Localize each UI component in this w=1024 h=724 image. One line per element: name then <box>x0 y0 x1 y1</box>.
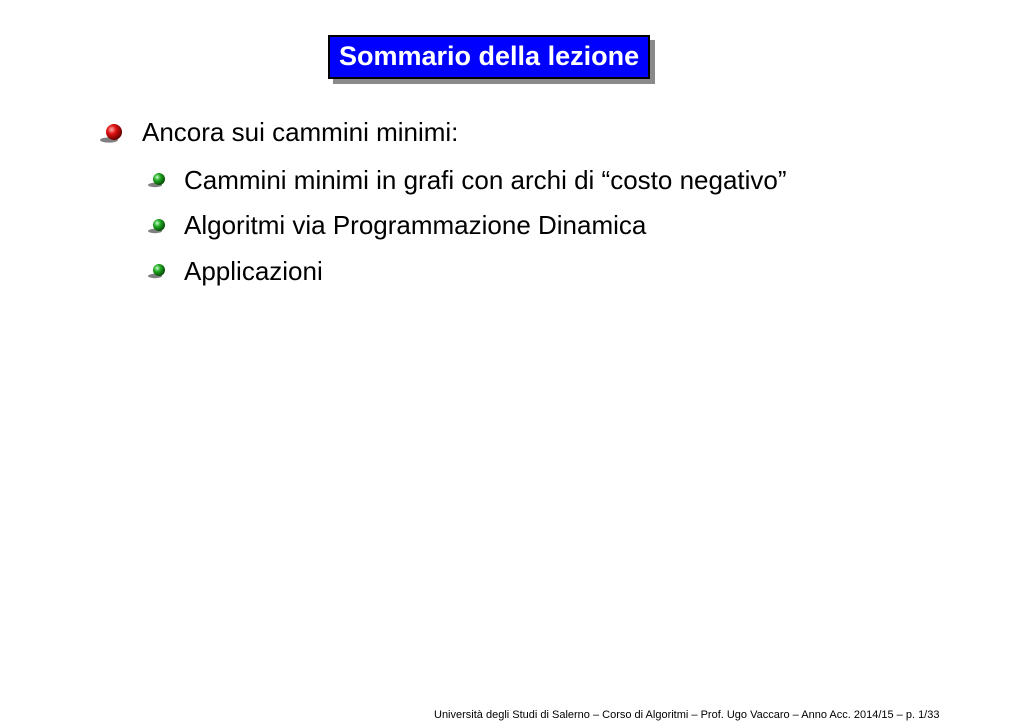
red-ball-bullet-icon <box>100 122 126 144</box>
green-ball-bullet-icon <box>148 172 168 188</box>
green-ball-bullet-icon <box>148 263 168 279</box>
slide-title-container <box>328 35 650 79</box>
slide-title: Sommario della lezione <box>328 35 650 79</box>
slide-footer: Università degli Studi di Salerno – Corso di Algoritmi – Prof. Ugo Vaccaro – Anno Acc. 2014/15 – p. 1/33 <box>434 709 940 721</box>
green-ball-bullet-icon <box>148 218 168 234</box>
bullet-item-1: Ancora sui cammini minimi: <box>142 117 459 147</box>
bullet-item-2: Cammini minimi in grafi con archi di “costo negativo” <box>184 165 787 195</box>
bullet-item-3: Algoritmi via Programmazione Dinamica <box>184 210 647 240</box>
bullet-item-4: Applicazioni <box>184 256 323 286</box>
